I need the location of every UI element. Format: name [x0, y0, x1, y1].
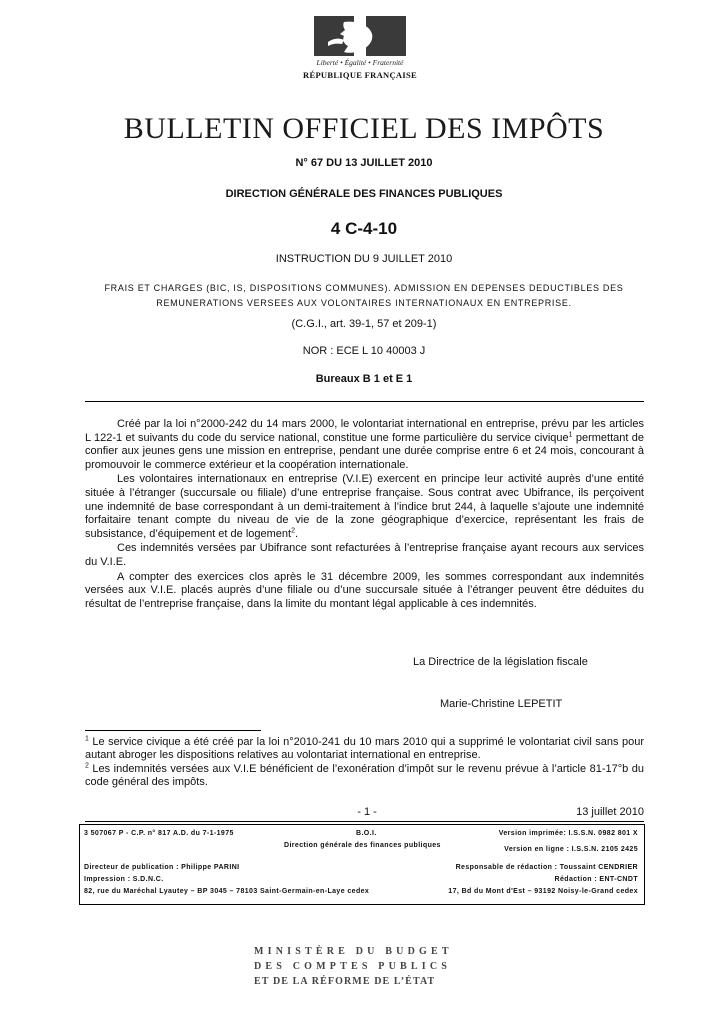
paragraph-2: Les volontaires internationaux en entreprise (V.I.E) exercent en principe leur activité auprès d’une entité située à l’étranger (succursale ou filiale) d’une entreprise française. Sous contrat avec Ubifrance, ils perçoivent une indemnité de base correspondant à un demi-traitement à l’indice brut 244, à laquelle s’ajoute une indemnité forfaitaire tenant compte du niveau de vie de la zone géographique d’exercice, représentant les frais de subsistance, d’équipement et de logement$^2$.: [85, 473, 644, 540]
direction-line: DIRECTION GÉNÉRALE DES FINANCES PUBLIQUES: [225, 188, 503, 200]
logo-motto: Liberté • Égalité • Fraternité: [316, 58, 404, 67]
printing-label: Impression : S.D.N.C.: [84, 876, 164, 883]
footnotes: [85, 736, 644, 790]
signer-name: Marie-Christine LEPETIT: [440, 698, 563, 710]
page-number: - 1 -: [357, 806, 377, 818]
instruction-date: INSTRUCTION DU 9 JUILLET 2010: [275, 253, 453, 265]
editor-in-chief: Responsable de rédaction : Toussaint CENDRIER: [455, 864, 638, 871]
nor-reference: NOR : ECE L 10 40003 J: [302, 345, 426, 357]
bulletin-title: BULLETIN OFFICIEL DES IMPÔTS: [123, 112, 605, 145]
footnote-ref-2: 2: [291, 527, 295, 535]
dgfip-label: Direction générale des finances publiques: [284, 842, 441, 849]
publication-director: Directeur de publication : Philippe PARINI: [84, 864, 240, 871]
redaction-label: Rédaction : ENT-CNDT: [554, 876, 638, 883]
ministry-line-3: ET DE LA RÉFORME DE L’ÉTAT: [254, 976, 436, 987]
ministry-line-1: MINISTÈRE DU BUDGET: [254, 946, 453, 957]
page-date: 13 juillet 2010: [576, 806, 644, 818]
footnote-1: $^1$ Le service civique a été créé par la loi n°2010-241 du 10 mars 2010 qui a supprimé le volontariat civil sans pour autant abroger les dispositions relatives au volontariat international en entreprise.: [85, 735, 644, 762]
ministry-line-2: DES COMPTES PUBLICS: [254, 961, 452, 972]
colophon-box: [79, 824, 645, 905]
ministry-name: [254, 944, 474, 989]
footnote-divider: [85, 730, 261, 731]
redaction-address: 17, Bd du Mont d'Est – 93192 Noisy-le-Grand cedex: [448, 888, 638, 895]
bureaux-line: Bureaux B 1 et E 1: [315, 373, 413, 385]
issn-print: Version imprimée: I.S.S.N. 0982 801 X: [498, 830, 638, 837]
paragraph-1: Créé par la loi n°2000-242 du 14 mars 2000, le volontariat international en entreprise, prévu par les articles L 122-1 et suivants du code du service national, constitue une forme particulière du service civique$^1$ permettant de confier aux jeunes gens une mission en entreprise, pendant une durée comprise entre 6 et 24 mois, concourant à promouvoir le commerce extérieur et la coopération internationale.: [85, 418, 644, 471]
subject-line-2: REMUNERATIONS VERSEES AUX VOLONTAIRES INTERNATIONAUX EN ENTREPRISE.: [156, 298, 572, 308]
footnote-ref-1: 1: [568, 430, 573, 438]
header-divider: [85, 401, 644, 402]
cppap-number: 3 507067 P - C.P. n° 817 A.D. du 7-1-1975: [84, 830, 234, 837]
boi-label: B.O.I.: [356, 830, 377, 837]
subject-line-1: FRAIS ET CHARGES (BIC, IS, DISPOSITIONS COMMUNES). ADMISSION EN DEPENSES DEDUCTIBLES DES: [104, 283, 624, 293]
instruction-body: [85, 418, 644, 611]
paragraph-3: Ces indemnités versées par Ubifrance sont refacturées à l’entreprise française ayant recours aux services du V.I.E.: [85, 542, 644, 568]
subject-heading: [90, 281, 638, 311]
republique-francaise-logo: [302, 16, 418, 86]
printing-address: 82, rue du Maréchal Lyautey – BP 3045 – 78103 Saint-Germain-en-Laye cedex: [84, 888, 370, 895]
issn-online: Version en ligne : I.S.S.N. 2105 2425: [504, 846, 638, 853]
document-reference: 4 C-4-10: [330, 219, 398, 238]
logo-republic-name: RÉPUBLIQUE FRANÇAISE: [303, 70, 417, 80]
marianne-logo-icon: [314, 16, 406, 56]
footnote-2: $^2$ Les indemnités versées aux V.I.E bénéficient de l’exonération d’impôt sur le revenu prévue à l’article 81-17°b du code général des impôts.: [85, 762, 644, 789]
cgi-reference: (C.G.I., art. 39-1, 57 et 209-1): [291, 318, 437, 330]
signer-title: La Directrice de la législation fiscale: [413, 656, 588, 668]
footer-divider: [85, 821, 644, 822]
issue-line: N° 67 DU 13 JUILLET 2010: [295, 157, 433, 169]
paragraph-4: A compter des exercices clos après le 31 décembre 2009, les sommes correspondant aux indemnités versées aux V.I.E. placés auprès d’une filiale ou d’une succursale située à l’étranger peuvent être déduites du résultat de l’entreprise française, dans la limite du montant légal applicable à ces indemnités.: [85, 570, 644, 610]
